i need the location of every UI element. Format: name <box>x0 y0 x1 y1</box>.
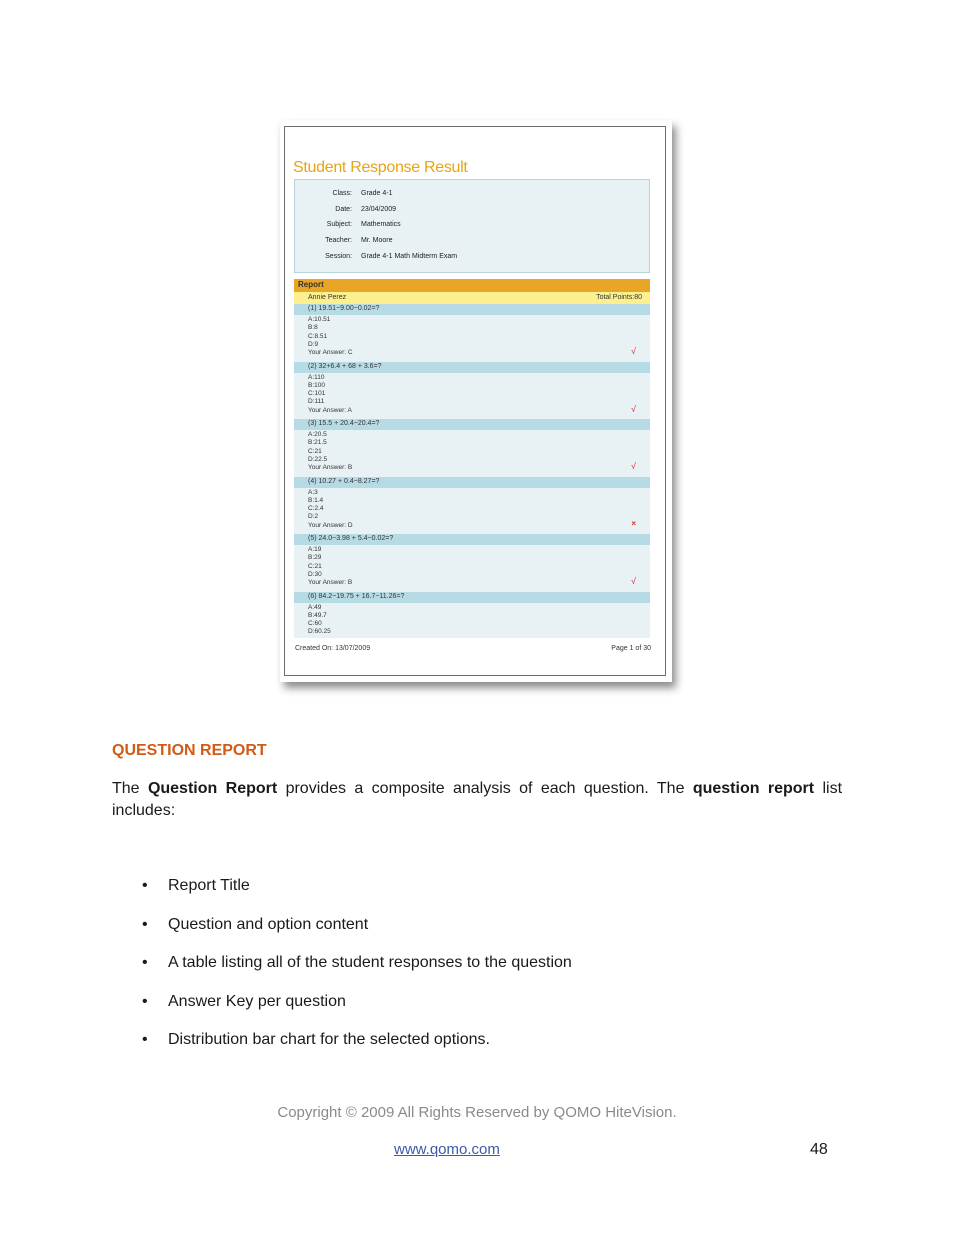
para-text: list includes: <box>112 780 843 819</box>
intro-paragraph <box>112 778 842 822</box>
para-bold-question-report-lower: question report <box>692 780 815 797</box>
question-text: (3) 15.5 + 20.4−20.4=? <box>308 420 380 427</box>
bullet-icon: • <box>142 1031 148 1049</box>
info-value: Grade 4-1 <box>361 190 393 197</box>
para-text: The <box>112 780 148 797</box>
question-block <box>294 477 650 535</box>
list-item-text: A table listing all of the student responses to the question <box>168 954 572 972</box>
section-heading: QUESTION REPORT <box>112 742 267 759</box>
student-name: Annie Perez <box>308 294 347 301</box>
report-section-bar <box>294 279 650 292</box>
info-value: Grade 4-1 Math Midterm Exam <box>361 253 458 260</box>
student-bar <box>294 292 650 304</box>
option-text: C:2.4 <box>308 505 324 513</box>
bullet-icon: • <box>142 954 148 972</box>
info-value: Mr. Moore <box>361 237 393 244</box>
info-key: Teacher: <box>325 237 352 244</box>
report-title: Student Response Result <box>293 159 468 176</box>
info-key: Date: <box>335 206 352 213</box>
option-text: C:21 <box>308 562 322 570</box>
check-mark-icon: √ <box>631 576 636 587</box>
report-label: Report <box>298 280 324 289</box>
your-answer: Your Answer: B <box>308 579 353 587</box>
page-info: Page 1 of 30 <box>611 645 651 652</box>
info-row-teacher <box>295 237 649 252</box>
check-mark-icon: √ <box>631 403 636 414</box>
question-header <box>294 419 650 430</box>
check-mark-icon: √ <box>631 461 636 472</box>
question-block <box>294 362 650 420</box>
info-row-class <box>295 190 649 205</box>
bullet-icon: • <box>142 915 148 933</box>
info-row-session <box>295 253 649 268</box>
info-value: 23/04/2009 <box>361 206 397 213</box>
option-text: D:111 <box>308 398 325 406</box>
report-page <box>284 126 666 676</box>
check-mark-icon: √ <box>631 346 636 357</box>
option-text: B:8 <box>308 324 318 332</box>
info-row-subject <box>295 221 649 236</box>
option-text: A:19 <box>308 546 322 553</box>
your-answer: Your Answer: C <box>308 349 353 357</box>
question-header <box>294 477 650 488</box>
option-text: D:60.25 <box>308 628 331 636</box>
option-text: D:22.5 <box>308 455 328 463</box>
question-block <box>294 419 650 477</box>
website-link[interactable]: www.qomo.com <box>394 1141 500 1158</box>
info-value: Mathematics <box>361 221 401 228</box>
cross-mark-icon: × <box>631 518 636 528</box>
question-list <box>294 304 650 638</box>
question-header <box>294 592 650 603</box>
option-text: B:21.5 <box>308 439 327 447</box>
option-text: A:110 <box>308 373 325 381</box>
option-text: A:10.51 <box>308 316 331 323</box>
option-text: D:9 <box>308 340 319 348</box>
info-row-date <box>295 206 649 221</box>
option-text: A:3 <box>308 488 318 496</box>
option-text: C:8.51 <box>308 332 328 340</box>
your-answer: Your Answer: D <box>308 521 353 529</box>
question-block <box>294 304 650 362</box>
question-text: (6) 84.2−19.75 + 16.7−11.26=? <box>308 592 405 600</box>
copyright-text: Copyright © 2009 All Rights Reserved by QOMO HiteVision. <box>277 1104 677 1121</box>
your-answer: Your Answer: A <box>308 406 352 414</box>
option-text: D:30 <box>308 570 322 578</box>
para-text: provides a composite analysis of each question. The <box>277 780 693 797</box>
list-item-text: Distribution bar chart for the selected options. <box>168 1031 490 1049</box>
question-text: (1) 19.51−9.00−0.02=? <box>308 305 380 312</box>
list-item-text: Report Title <box>168 877 250 894</box>
page-number: 48 <box>810 1141 828 1158</box>
question-header <box>294 362 650 373</box>
question-text: (5) 24.0−3.98 + 5.4−0.02=? <box>308 535 394 542</box>
option-text: B:49.7 <box>308 611 327 619</box>
report-screenshot <box>280 120 672 682</box>
option-text: D:2 <box>308 513 319 521</box>
info-key: Class: <box>332 190 352 197</box>
report-info-box <box>294 179 650 273</box>
question-block <box>294 534 650 592</box>
question-header <box>294 304 650 315</box>
option-text: C:60 <box>308 620 322 628</box>
bullet-icon: • <box>142 877 148 894</box>
list-item-text: Question and option content <box>168 915 369 933</box>
question-text: (4) 10.27 + 0.4−8.27=? <box>308 477 380 485</box>
option-text: B:29 <box>308 554 322 562</box>
option-text: C:101 <box>308 390 326 398</box>
created-on: Created On: 13/07/2009 <box>295 645 371 652</box>
option-text: A:49 <box>308 603 322 611</box>
option-text: B:100 <box>308 381 325 389</box>
question-text: (2) 32+6.4 + 68 + 3.6=? <box>308 362 382 370</box>
info-key: Subject: <box>326 221 352 228</box>
bullet-icon: • <box>142 992 148 1010</box>
option-text: A:20.5 <box>308 431 327 438</box>
list-item-text: Answer Key per question <box>168 992 346 1010</box>
option-text: B:1.4 <box>308 496 324 504</box>
total-points: Total Points:80 <box>596 294 642 301</box>
para-bold-question-report: Question Report <box>147 780 278 797</box>
question-header <box>294 534 650 545</box>
option-text: C:21 <box>308 447 322 455</box>
question-block <box>294 592 650 650</box>
your-answer: Your Answer: B <box>308 464 353 472</box>
info-key: Session: <box>325 253 352 260</box>
